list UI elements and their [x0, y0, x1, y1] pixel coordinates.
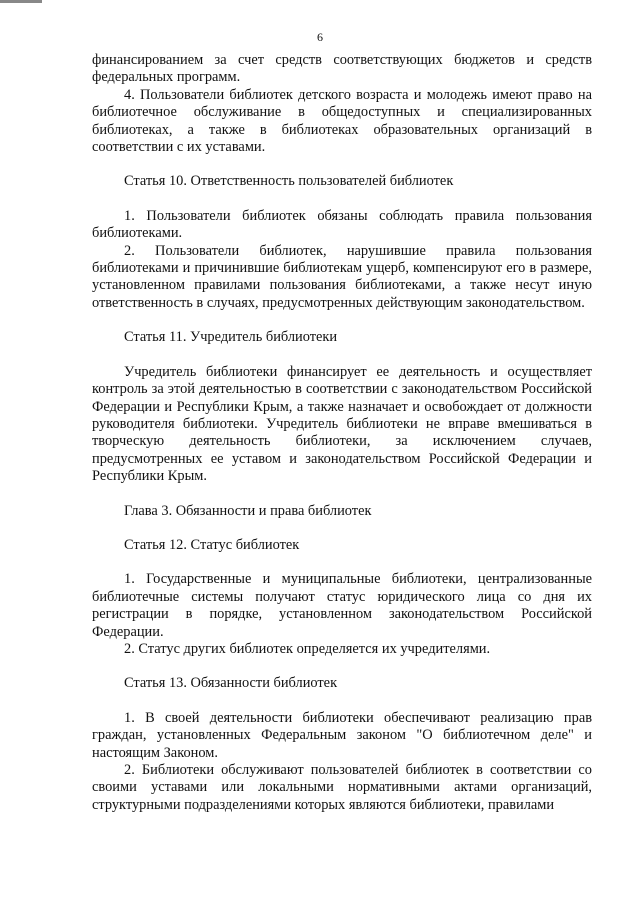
article-heading: Статья 11. Учредитель библиотеки — [124, 329, 338, 346]
paragraph: Учредитель библиотеки финансирует ее деятельность и осуществляет контроль за этой деятельностью в соответствии с законодательством Российской Федерации и Республики Крым, а также назначает и освобождает от должности руководителя библиотеки. Учредитель библиотеки не вправе вмешиваться в творческую деятельность библиотеки, за исключением случаев, предусмотренных ее уставом и законодательством Российской Федерации и Республики Крым. — [92, 363, 592, 485]
paragraph: 1. Пользователи библиотек обязаны соблюдать правила пользования библиотеками. — [92, 207, 592, 242]
paragraph: 1. Государственные и муниципальные библиотеки, централизованные библиотечные системы получают статус юридического лица со дня их регистрации в порядке, установленном законодательством Российской Федерации. — [92, 571, 592, 640]
paragraph: 1. В своей деятельности библиотеки обеспечивают реализацию прав граждан, установленных Федеральным законом "О библиотечном деле" и настоящим Законом. — [92, 709, 592, 761]
scan-edge-mark — [0, 0, 42, 3]
chapter-heading: Глава 3. Обязанности и права библиотек — [124, 502, 372, 519]
article-heading: Статья 12. Статус библиотек — [124, 536, 300, 553]
document-body — [92, 52, 592, 814]
paragraph: 2. Библиотеки обслуживают пользователей библиотек в соответствии со своими уставами или локальными нормативными актами организаций, структурными подразделениями которых являются библиотеки, правилами — [92, 762, 592, 813]
article-heading: Статья 10. Ответственность пользователей библиотек — [124, 173, 454, 190]
article-heading: Статья 13. Обязанности библиотек — [124, 675, 338, 692]
paragraph: 4. Пользователи библиотек детского возраста и молодежь имеют право на библиотечное обслуживание в общедоступных и специализированных библиотеках, а также в библиотеках образовательных организаций в соответствии с их уставами. — [92, 86, 592, 156]
page-number: 6 — [317, 30, 323, 44]
paragraph: 2. Пользователи библиотек, нарушившие правила пользования библиотеками и причинившие библиотекам ущерб, компенсируют его в размере, установленном правилами пользования библиотеками, а также несут иную ответственность в случаях, предусмотренных действующим законодательством. — [92, 242, 592, 311]
paragraph: 2. Статус других библиотек определяется их учредителями. — [124, 640, 491, 657]
paragraph-continuation: финансированием за счет средств соответствующих бюджетов и средств федеральных программ. — [92, 52, 592, 86]
